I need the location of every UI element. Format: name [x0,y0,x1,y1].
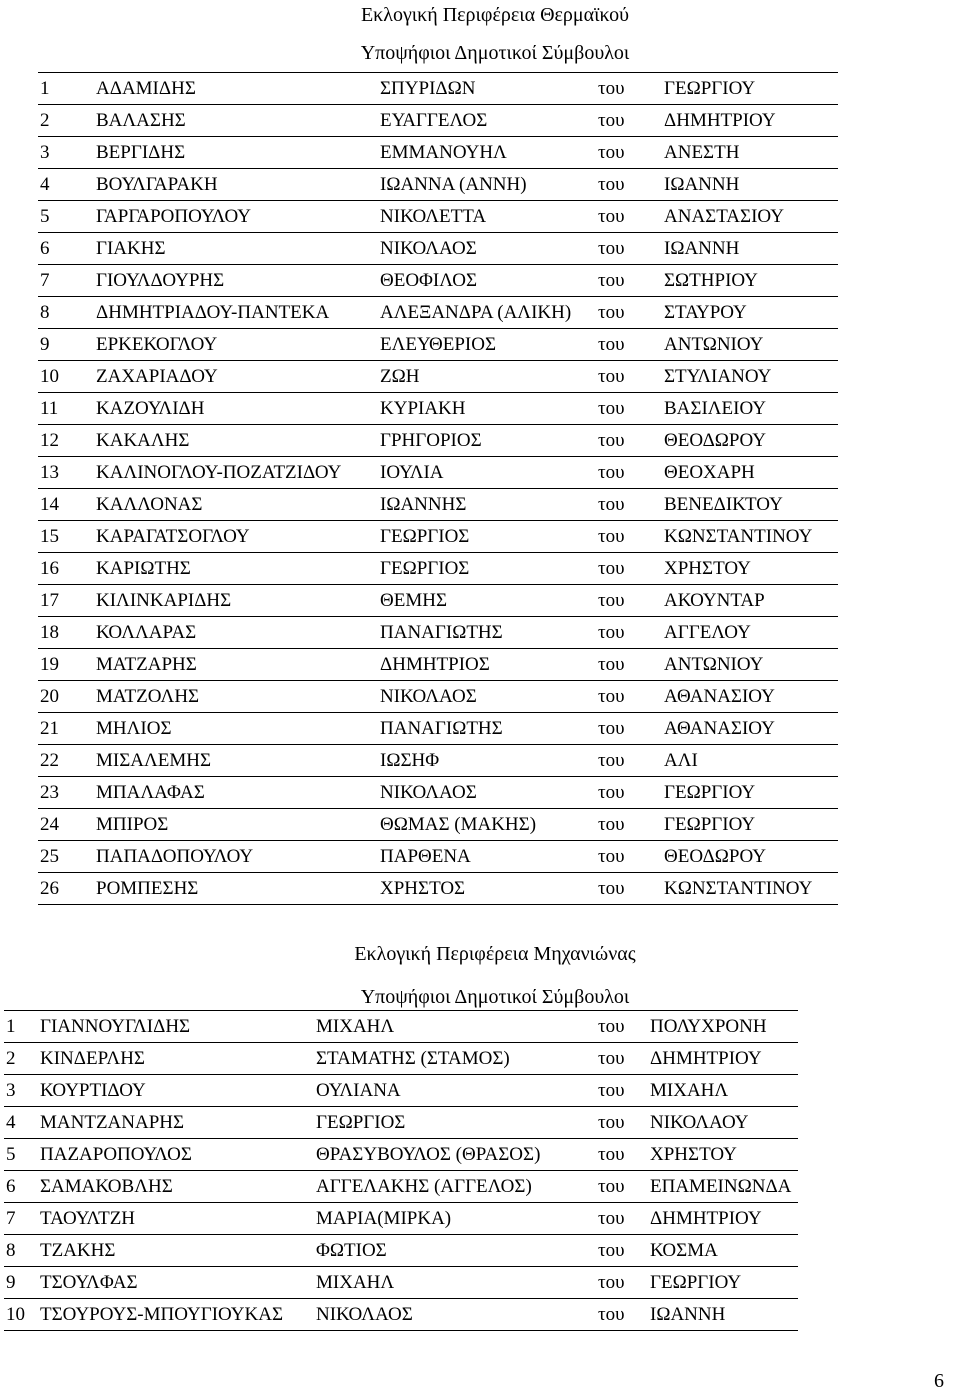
candidate-surname: ΒΕΡΓΙΔΗΣ [94,137,378,169]
candidate-surname: ΚΑΡΑΓΑΤΣΟΓΛΟΥ [94,521,378,553]
candidate-row [38,617,838,649]
candidate-row [38,73,838,105]
candidate-row [38,393,838,425]
candidate-row [4,1203,798,1235]
father-name: ΚΩΝΣΤΑΝΤΙΝΟΥ [662,521,838,553]
father-name: ΑΛΙ [662,745,838,777]
patronymic-particle: του [596,841,662,873]
candidate-surname: ΜΑΝΤΖΑΝΑΡΗΣ [38,1107,314,1139]
candidate-first-name: ΘΩΜΑΣ (ΜΑΚΗΣ) [378,809,596,841]
patronymic-particle: του [596,1011,648,1043]
row-number: 13 [38,457,94,489]
candidate-first-name: ΜΙΧΑΗΛ [314,1011,596,1043]
patronymic-particle: του [596,809,662,841]
father-name: ΑΝΑΣΤΑΣΙΟΥ [662,201,838,233]
candidate-surname: ΤΖΑΚΗΣ [38,1235,314,1267]
father-name: ΘΕΟΧΑΡΗ [662,457,838,489]
candidate-first-name: ΘΕΟΦΙΛΟΣ [378,265,596,297]
row-number: 24 [38,809,94,841]
patronymic-particle: του [596,489,662,521]
father-name: ΑΝΤΩΝΙΟΥ [662,649,838,681]
patronymic-particle: του [596,1043,648,1075]
candidate-surname: ΜΗΛΙΟΣ [94,713,378,745]
candidate-first-name: ΚΥΡΙΑΚΗ [378,393,596,425]
candidate-first-name: ΠΑΡΘΕΝΑ [378,841,596,873]
father-name: ΑΘΑΝΑΣΙΟΥ [662,713,838,745]
candidate-row [38,713,838,745]
patronymic-particle: του [596,457,662,489]
candidate-row [38,873,838,905]
row-number: 4 [38,169,94,201]
page-number: 6 [934,1370,944,1392]
candidate-first-name: ΑΓΓΕΛΑΚΗΣ (ΑΓΓΕΛΟΣ) [314,1171,596,1203]
candidate-row [4,1139,798,1171]
candidate-row [4,1235,798,1267]
candidate-surname: ΤΣΟΥΛΦΑΣ [38,1267,314,1299]
candidate-row [38,137,838,169]
father-name: ΜΙΧΑΗΛ [648,1075,798,1107]
row-number: 2 [38,105,94,137]
candidate-surname: ΚΑΖΟΥΛΙΔΗ [94,393,378,425]
father-name: ΙΩΑΝΝΗ [648,1299,798,1331]
candidate-row [38,585,838,617]
patronymic-particle: του [596,1267,648,1299]
father-name: ΣΤΑΥΡΟΥ [662,297,838,329]
candidate-row [38,265,838,297]
candidate-row [38,425,838,457]
patronymic-particle: του [596,329,662,361]
row-number: 2 [4,1043,38,1075]
patronymic-particle: του [596,521,662,553]
row-number: 7 [4,1203,38,1235]
candidate-row [4,1267,798,1299]
candidate-surname: ΡΟΜΠΕΣΗΣ [94,873,378,905]
candidate-surname: ΓΙΑΚΗΣ [94,233,378,265]
candidate-first-name: ΧΡΗΣΤΟΣ [378,873,596,905]
candidate-surname: ΓΙΟΥΛΔΟΥΡΗΣ [94,265,378,297]
patronymic-particle: του [596,1075,648,1107]
candidate-first-name: ΦΩΤΙΟΣ [314,1235,596,1267]
candidate-first-name: ΓΕΩΡΓΙΟΣ [314,1107,596,1139]
row-number: 16 [38,553,94,585]
row-number: 22 [38,745,94,777]
candidate-surname: ΠΑΠΑΔΟΠΟΥΛΟΥ [94,841,378,873]
candidate-first-name: ΜΙΧΑΗΛ [314,1267,596,1299]
candidate-surname: ΜΙΣΑΛΕΜΗΣ [94,745,378,777]
candidate-row [38,841,838,873]
candidate-row [38,521,838,553]
row-number: 10 [4,1299,38,1331]
row-number: 26 [38,873,94,905]
father-name: ΚΩΝΣΤΑΝΤΙΝΟΥ [662,873,838,905]
patronymic-particle: του [596,777,662,809]
candidate-first-name: ΕΛΕΥΘΕΡΙΟΣ [378,329,596,361]
patronymic-particle: του [596,1299,648,1331]
candidate-surname: ΒΑΛΑΣΗΣ [94,105,378,137]
father-name: ΓΕΩΡΓΙΟΥ [662,777,838,809]
candidate-surname: ΚΑΚΑΛΗΣ [94,425,378,457]
candidate-surname: ΖΑΧΑΡΙΑΔΟΥ [94,361,378,393]
patronymic-particle: του [596,393,662,425]
father-name: ΧΡΗΣΤΟΥ [662,553,838,585]
candidate-first-name: ΝΙΚΟΛΕΤΤΑ [378,201,596,233]
candidate-surname: ΑΔΑΜΙΔΗΣ [94,73,378,105]
candidate-row [38,745,838,777]
candidate-row [4,1171,798,1203]
candidate-first-name: ΠΑΝΑΓΙΩΤΗΣ [378,617,596,649]
candidate-surname: ΚΟΥΡΤΙΔΟΥ [38,1075,314,1107]
father-name: ΓΕΩΡΓΙΟΥ [662,73,838,105]
candidate-first-name: ΓΡΗΓΟΡΙΟΣ [378,425,596,457]
candidate-first-name: ΙΩΑΝΝΑ (ΑΝΝΗ) [378,169,596,201]
candidate-row [4,1299,798,1331]
candidate-first-name: ΝΙΚΟΛΑΟΣ [378,681,596,713]
candidate-first-name: ΓΕΩΡΓΙΟΣ [378,553,596,585]
candidate-row [38,329,838,361]
candidate-first-name: ΙΩΑΝΝΗΣ [378,489,596,521]
candidate-surname: ΜΠΑΛΑΦΑΣ [94,777,378,809]
father-name: ΣΤΥΛΙΑΝΟΥ [662,361,838,393]
patronymic-particle: του [596,713,662,745]
candidate-first-name: ΘΡΑΣΥΒΟΥΛΟΣ (ΘΡΑΣΟΣ) [314,1139,596,1171]
row-number: 21 [38,713,94,745]
patronymic-particle: του [596,233,662,265]
patronymic-particle: του [596,745,662,777]
patronymic-particle: του [596,1107,648,1139]
row-number: 14 [38,489,94,521]
row-number: 25 [38,841,94,873]
candidate-first-name: ΝΙΚΟΛΑΟΣ [314,1299,596,1331]
candidate-surname: ΕΡΚΕΚΟΓΛΟΥ [94,329,378,361]
row-number: 5 [38,201,94,233]
candidate-first-name: ΣΠΥΡΙΔΩΝ [378,73,596,105]
candidate-surname: ΤΣΟΥΡΟΥΣ-ΜΠΟΥΓΙΟΥΚΑΣ [38,1299,314,1331]
candidate-row [38,681,838,713]
candidate-first-name: ΕΜΜΑΝΟΥΗΛ [378,137,596,169]
patronymic-particle: του [596,1139,648,1171]
patronymic-particle: του [596,361,662,393]
candidate-surname: ΜΑΤΖΑΡΗΣ [94,649,378,681]
row-number: 8 [4,1235,38,1267]
candidate-first-name: ΔΗΜΗΤΡΙΟΣ [378,649,596,681]
father-name: ΙΩΑΝΝΗ [662,233,838,265]
father-name: ΒΑΣΙΛΕΙΟΥ [662,393,838,425]
candidate-first-name: ΕΥΑΓΓΕΛΟΣ [378,105,596,137]
candidate-surname: ΒΟΥΛΓΑΡΑΚΗ [94,169,378,201]
row-number: 5 [4,1139,38,1171]
patronymic-particle: του [596,1203,648,1235]
patronymic-particle: του [596,649,662,681]
patronymic-particle: του [596,873,662,905]
candidate-first-name: ΜΑΡΙΑ(ΜΙΡΚΑ) [314,1203,596,1235]
candidate-surname: ΚΙΛΙΝΚΑΡΙΔΗΣ [94,585,378,617]
row-number: 7 [38,265,94,297]
father-name: ΚΟΣΜΑ [648,1235,798,1267]
father-name: ΔΗΜΗΤΡΙΟΥ [662,105,838,137]
patronymic-particle: του [596,425,662,457]
candidate-row [38,105,838,137]
father-name: ΝΙΚΟΛΑΟΥ [648,1107,798,1139]
father-name: ΑΝΤΩΝΙΟΥ [662,329,838,361]
candidate-row [38,297,838,329]
candidate-row [38,553,838,585]
candidate-first-name: ΟΥΛΙΑΝΑ [314,1075,596,1107]
father-name: ΑΚΟΥΝΤΑΡ [662,585,838,617]
candidate-row [38,489,838,521]
candidate-surname: ΓΙΑΝΝΟΥΓΛΙΔΗΣ [38,1011,314,1043]
candidate-row [4,1107,798,1139]
row-number: 3 [4,1075,38,1107]
patronymic-particle: του [596,1171,648,1203]
patronymic-particle: του [596,105,662,137]
candidate-first-name: ΙΟΥΛΙΑ [378,457,596,489]
row-number: 1 [38,73,94,105]
father-name: ΣΩΤΗΡΙΟΥ [662,265,838,297]
father-name: ΑΘΑΝΑΣΙΟΥ [662,681,838,713]
row-number: 23 [38,777,94,809]
row-number: 18 [38,617,94,649]
father-name: ΑΓΓΕΛΟΥ [662,617,838,649]
candidate-row [38,361,838,393]
candidate-row [38,201,838,233]
patronymic-particle: του [596,297,662,329]
candidate-surname: ΜΠΙΡΟΣ [94,809,378,841]
row-number: 1 [4,1011,38,1043]
candidate-surname: ΜΑΤΖΟΛΗΣ [94,681,378,713]
section1-subtitle: Υποψήφιοι Δημοτικοί Σύμβουλοι [360,42,630,64]
patronymic-particle: του [596,553,662,585]
row-number: 17 [38,585,94,617]
row-number: 8 [38,297,94,329]
father-name: ΘΕΟΔΩΡΟΥ [662,841,838,873]
candidate-first-name: ΖΩΗ [378,361,596,393]
row-number: 4 [4,1107,38,1139]
candidate-row [38,649,838,681]
candidate-surname: ΤΑΟΥΛΤΖΗ [38,1203,314,1235]
candidate-first-name: ΙΩΣΗΦ [378,745,596,777]
row-number: 3 [38,137,94,169]
candidate-first-name: ΓΕΩΡΓΙΟΣ [378,521,596,553]
row-number: 9 [38,329,94,361]
candidate-first-name: ΠΑΝΑΓΙΩΤΗΣ [378,713,596,745]
row-number: 9 [4,1267,38,1299]
patronymic-particle: του [596,585,662,617]
row-number: 11 [38,393,94,425]
row-number: 19 [38,649,94,681]
row-number: 20 [38,681,94,713]
patronymic-particle: του [596,201,662,233]
row-number: 10 [38,361,94,393]
patronymic-particle: του [596,681,662,713]
candidate-row [38,233,838,265]
father-name: ΧΡΗΣΤΟΥ [648,1139,798,1171]
candidate-row [4,1011,798,1043]
section2-title: Εκλογική Περιφέρεια Μηχανιώνας [354,943,636,965]
row-number: 6 [38,233,94,265]
father-name: ΘΕΟΔΩΡΟΥ [662,425,838,457]
row-number: 12 [38,425,94,457]
candidate-surname: ΓΑΡΓΑΡΟΠΟΥΛΟΥ [94,201,378,233]
section2-subtitle: Υποψήφιοι Δημοτικοί Σύμβουλοι [360,986,630,1008]
candidate-first-name: ΝΙΚΟΛΑΟΣ [378,777,596,809]
section1-title: Εκλογική Περιφέρεια Θερμαϊκού [360,4,630,26]
candidate-surname: ΚΑΡΙΩΤΗΣ [94,553,378,585]
candidate-surname: ΣΑΜΑΚΟΒΛΗΣ [38,1171,314,1203]
candidate-surname: ΚΑΛΛΟΝΑΣ [94,489,378,521]
father-name: ΠΟΛΥΧΡΟΝΗ [648,1011,798,1043]
candidate-first-name: ΣΤΑΜΑΤΗΣ (ΣΤΑΜΟΣ) [314,1043,596,1075]
patronymic-particle: του [596,73,662,105]
candidate-surname: ΠΑΖΑΡΟΠΟΥΛΟΣ [38,1139,314,1171]
candidate-row [38,809,838,841]
candidate-surname: ΚΙΝΔΕΡΛΗΣ [38,1043,314,1075]
father-name: ΔΗΜΗΤΡΙΟΥ [648,1043,798,1075]
row-number: 6 [4,1171,38,1203]
father-name: ΕΠΑΜΕΙΝΩΝΔΑ [648,1171,798,1203]
candidate-surname: ΔΗΜΗΤΡΙΑΔΟΥ-ΠΑΝΤΕΚΑ [94,297,378,329]
father-name: ΔΗΜΗΤΡΙΟΥ [648,1203,798,1235]
candidate-row [38,169,838,201]
candidate-first-name: ΑΛΕΞΑΝΔΡΑ (ΑΛΙΚΗ) [378,297,596,329]
father-name: ΒΕΝΕΔΙΚΤΟΥ [662,489,838,521]
candidate-first-name: ΘΕΜΗΣ [378,585,596,617]
row-number: 15 [38,521,94,553]
candidate-first-name: ΝΙΚΟΛΑΟΣ [378,233,596,265]
candidate-row [4,1075,798,1107]
father-name: ΓΕΩΡΓΙΟΥ [662,809,838,841]
patronymic-particle: του [596,265,662,297]
candidate-row [4,1043,798,1075]
patronymic-particle: του [596,169,662,201]
patronymic-particle: του [596,617,662,649]
candidates-table-mechanionas [4,1010,798,1331]
patronymic-particle: του [596,1235,648,1267]
candidate-surname: ΚΑΛΙΝΟΓΛΟΥ-ΠΟΖΑΤΖΙΔΟΥ [94,457,378,489]
father-name: ΙΩΑΝΝΗ [662,169,838,201]
candidate-row [38,457,838,489]
candidate-surname: ΚΟΛΛΑΡΑΣ [94,617,378,649]
candidate-row [38,777,838,809]
patronymic-particle: του [596,137,662,169]
father-name: ΑΝΕΣΤΗ [662,137,838,169]
candidates-table-thermaikos [38,72,838,905]
father-name: ΓΕΩΡΓΙΟΥ [648,1267,798,1299]
